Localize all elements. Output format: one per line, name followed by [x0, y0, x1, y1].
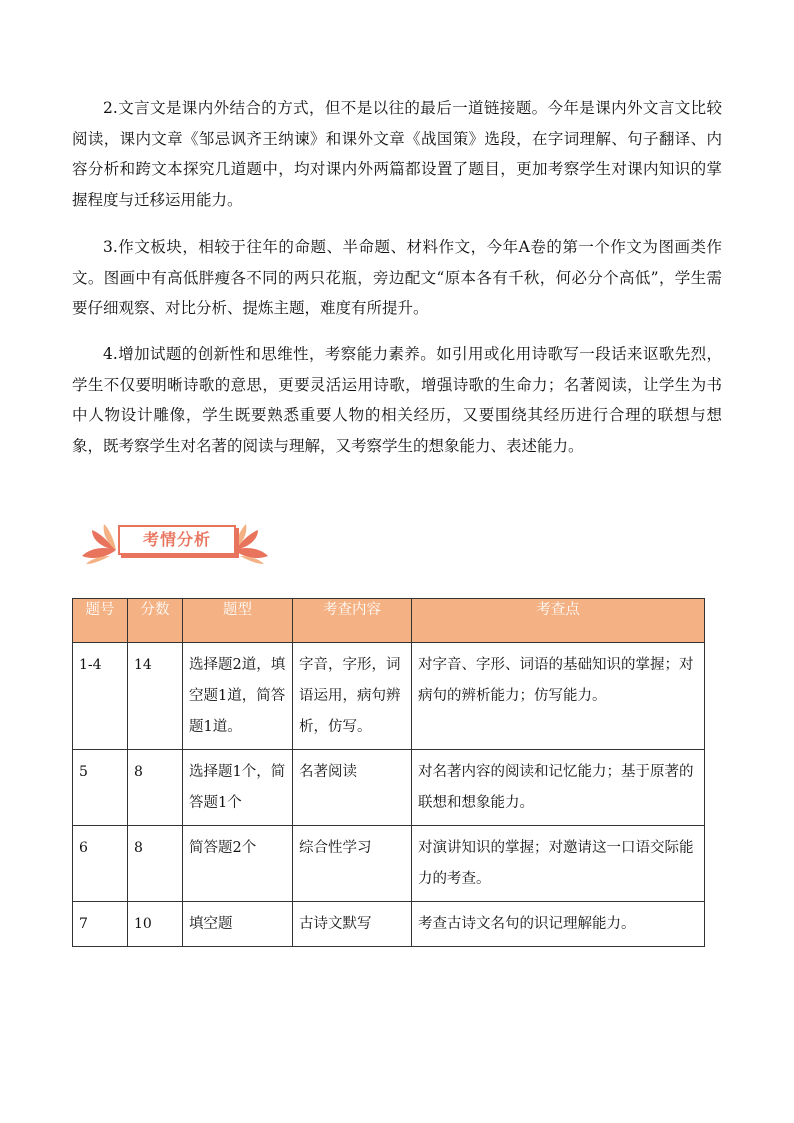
cell-score: 14 [128, 643, 183, 750]
cell-question-number: 6 [73, 826, 128, 902]
cell-question-type: 选择题2道，填空题1道，简答题1道。 [183, 643, 293, 750]
table-row [73, 902, 705, 947]
cell-content: 名著阅读 [293, 750, 412, 826]
cell-score: 8 [128, 826, 183, 902]
cell-assessment-point: 对名著内容的阅读和记忆能力；基于原著的联想和想象能力。 [412, 750, 705, 826]
header-score: 分数 [128, 599, 183, 643]
cell-content: 字音，字形，词语运用，病句辨析，仿写。 [293, 643, 412, 750]
cell-score: 8 [128, 750, 183, 826]
cell-assessment-point: 考查古诗文名句的识记理解能力。 [412, 902, 705, 947]
cell-question-type: 选择题1个，简答题1个 [183, 750, 293, 826]
cell-content: 综合性学习 [293, 826, 412, 902]
paragraph-innovation: 4.增加试题的创新性和思维性，考察能力素养。如引用或化用诗歌写一段话来讴歌先烈，学生不仅要明晰诗歌的意思，更要灵活运用诗歌，增强诗歌的生命力；名著阅读，让学生为书中人物设计雕像，学生既要熟悉重要人物的相关经历，又要围绕其经历进行合理的联想与想象，既考察学生对名著的阅读与理解，又考察学生的想象能力、表述能力。 [72, 345, 722, 455]
cell-assessment-point: 对字音、字形、词语的基础知识的掌握；对病句的辨析能力；仿写能力。 [412, 643, 705, 750]
exam-analysis-table [72, 598, 705, 947]
paragraph-classical-chinese: 2.文言文是课内外结合的方式，但不是以往的最后一道链接题。今年是课内外文言文比较阅读，课内文章《邹忌讽齐王纳谏》和课外文章《战国策》选段，在字词理解、句子翻译、内容分析和跨文本探究几道题中，均对课内外两篇都设置了题目，更加考察学生对课内知识的掌握程度与迁移运用能力。 [72, 99, 722, 209]
cell-question-number: 5 [73, 750, 128, 826]
header-assessment-point: 考查点 [412, 599, 705, 643]
cell-question-type: 简答题2个 [183, 826, 293, 902]
cell-question-type: 填空题 [183, 902, 293, 947]
cell-question-number: 1-4 [73, 643, 128, 750]
cell-content: 古诗文默写 [293, 902, 412, 947]
table-row [73, 643, 705, 750]
header-question-number: 题号 [73, 599, 128, 643]
section-title-box [118, 525, 236, 555]
cell-score: 10 [128, 902, 183, 947]
cell-question-number: 7 [73, 902, 128, 947]
table-row [73, 750, 705, 826]
section-banner [80, 520, 270, 566]
table-header-row [73, 599, 705, 643]
table-row [73, 826, 705, 902]
cell-assessment-point: 对演讲知识的掌握；对邀请这一口语交际能力的考查。 [412, 826, 705, 902]
section-title: 考情分析 [142, 530, 211, 549]
header-content: 考查内容 [293, 599, 412, 643]
header-question-type: 题型 [183, 599, 293, 643]
paragraph-composition: 3.作文板块，相较于往年的命题、半命题、材料作文，今年A卷的第一个作文为图画类作文。图画中有高低胖瘦各不同的两只花瓶，旁边配文“原本各有千秋，何必分个高低”，学生需要仔细观察、对比分析、提炼主题，难度有所提升。 [72, 238, 722, 317]
